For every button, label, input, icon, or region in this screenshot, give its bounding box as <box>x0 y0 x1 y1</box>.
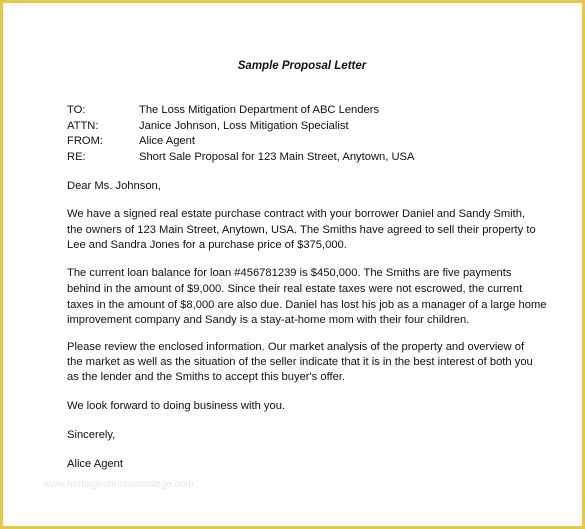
header-key-from: FROM: <box>67 135 104 147</box>
header-value-attn: Janice Johnson, Loss Mitigation Specialist <box>139 120 349 132</box>
header-value-from: Alice Agent <box>139 135 195 147</box>
closing-line: We look forward to doing business with you. <box>67 400 286 412</box>
header-value-to: The Loss Mitigation Department of ABC Lenders <box>139 104 380 116</box>
paragraph1-line2: the owners of 123 Main Street, Anytown, USA. The Smiths have agreed to sell their property to <box>67 224 536 236</box>
paragraph2-line4: improvement company and Sandy is a stay-at-home mom with their four children. <box>67 314 470 326</box>
letter-title: Sample Proposal Letter <box>237 60 367 72</box>
header-key-to: TO: <box>67 104 86 116</box>
paragraph1-line1: We have a signed real estate purchase contract with your borrower Daniel and Sandy Smith, <box>67 208 526 220</box>
watermark: www.heritagechristiancollege.com <box>43 479 194 490</box>
paragraph2-line3: taxes in the amount of $8,000 are also due. Daniel has lost his job as a manager of a large home <box>67 299 547 311</box>
paragraph3-line2: the market as well as the situation of the seller indicate that it is in the best interest of both you <box>67 356 533 368</box>
salutation: Dear Ms. Johnson, <box>67 180 161 192</box>
paragraph2-line1: The current loan balance for loan #456781239 is $450,000. The Smiths are five payments <box>67 267 512 279</box>
paragraph1-line3: Lee and Sandra Jones for a purchase price of $375,000. <box>67 239 347 251</box>
paragraph3-line3: as the lender and the Smiths to accept this buyer's offer. <box>67 371 346 383</box>
signature-name: Alice Agent <box>67 458 123 470</box>
paragraph3-line1: Please review the enclosed information. Our market analysis of the property and overview of <box>67 341 525 353</box>
paragraph2-line2: behind in the amount of $9,000. Since their real estate taxes were not escrowed, the current <box>67 283 523 295</box>
header-key-re: RE: <box>67 151 86 163</box>
header-key-attn: ATTN: <box>67 120 99 132</box>
sign-off: Sincerely, <box>67 429 116 441</box>
header-value-re: Short Sale Proposal for 123 Main Street, Anytown, USA <box>139 151 415 163</box>
